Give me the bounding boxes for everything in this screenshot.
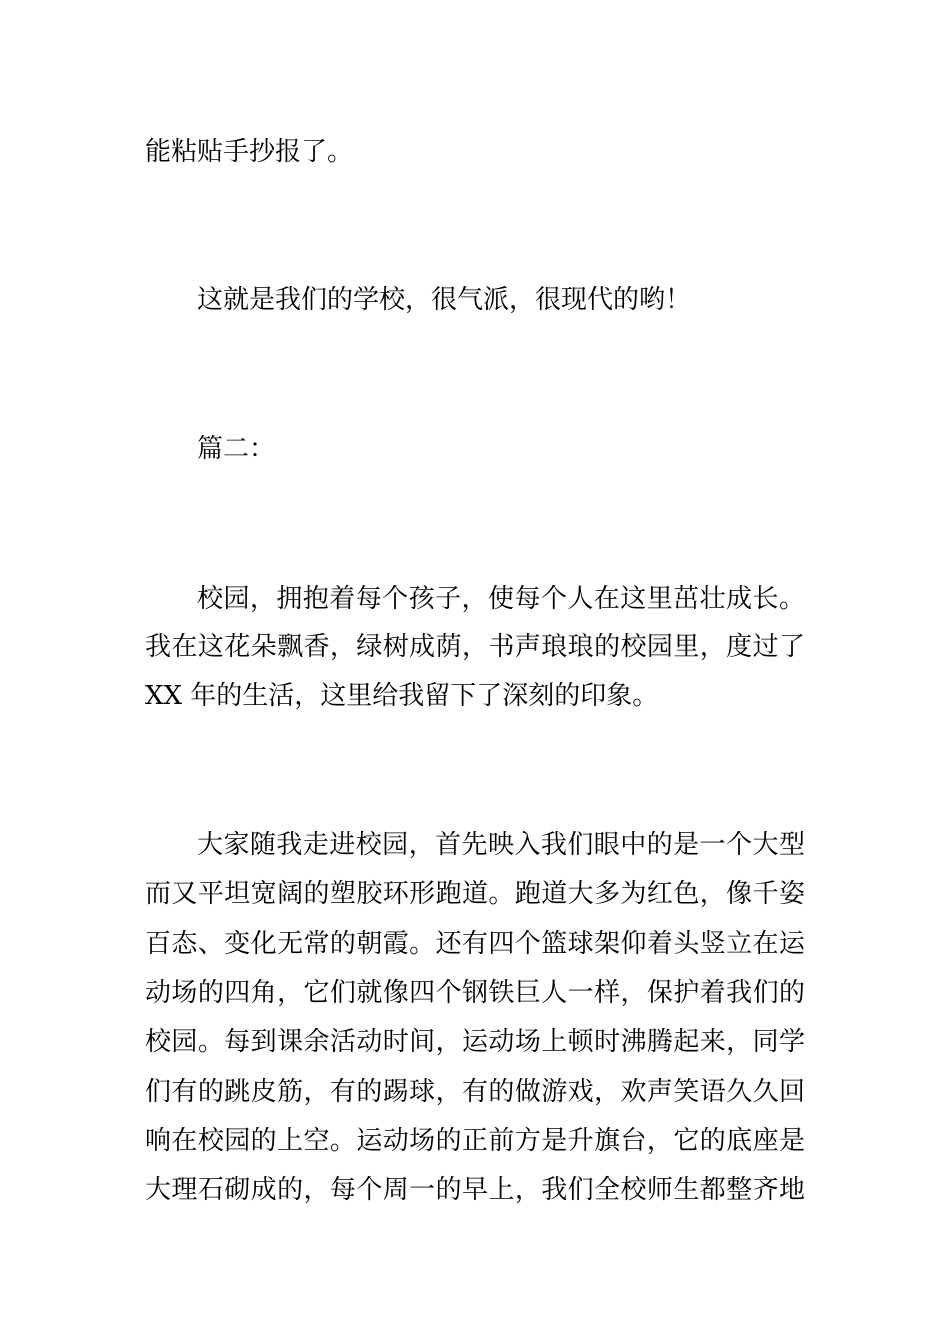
section-heading: 篇二： (197, 434, 276, 464)
paragraph-line: 而又平坦宽阔的塑胶环形跑道。跑道大多为红色，像千姿 (145, 879, 805, 909)
paragraph-line: XX 年的生活，这里给我留下了深刻的印象。 (145, 681, 659, 711)
paragraph-line: 们有的跳皮筋，有的踢球，有的做游戏，欢声笑语久久回 (145, 1077, 805, 1107)
paragraph-line: 校园。每到课余活动时间，运动场上顿时沸腾起来，同学 (145, 1027, 805, 1057)
paragraph-line: 响在校园的上空。运动场的正前方是升旗台，它的底座是 (145, 1126, 805, 1156)
paragraph-line: 动场的四角，它们就像四个钢铁巨人一样，保护着我们的 (145, 978, 805, 1008)
paragraph-line: 我在这花朵飘香，绿树成荫，书声琅琅的校园里，度过了 (145, 632, 805, 662)
paragraph-line: 校园，拥抱着每个孩子，使每个人在这里茁壮成长。 (197, 584, 805, 614)
paragraph-line: 百态、变化无常的朝霞。还有四个篮球架仰着头竖立在运 (145, 929, 805, 959)
paragraph-line: 能粘贴手抄报了。 (145, 137, 354, 167)
paragraph-line: 大理石砌成的，每个周一的早上，我们全校师生都整齐地 (145, 1175, 805, 1205)
paragraph-line: 大家随我走进校园，首先映入我们眼中的是一个大型 (197, 830, 805, 860)
paragraph-line: 这就是我们的学校，很气派，很现代的哟！ (197, 285, 692, 315)
